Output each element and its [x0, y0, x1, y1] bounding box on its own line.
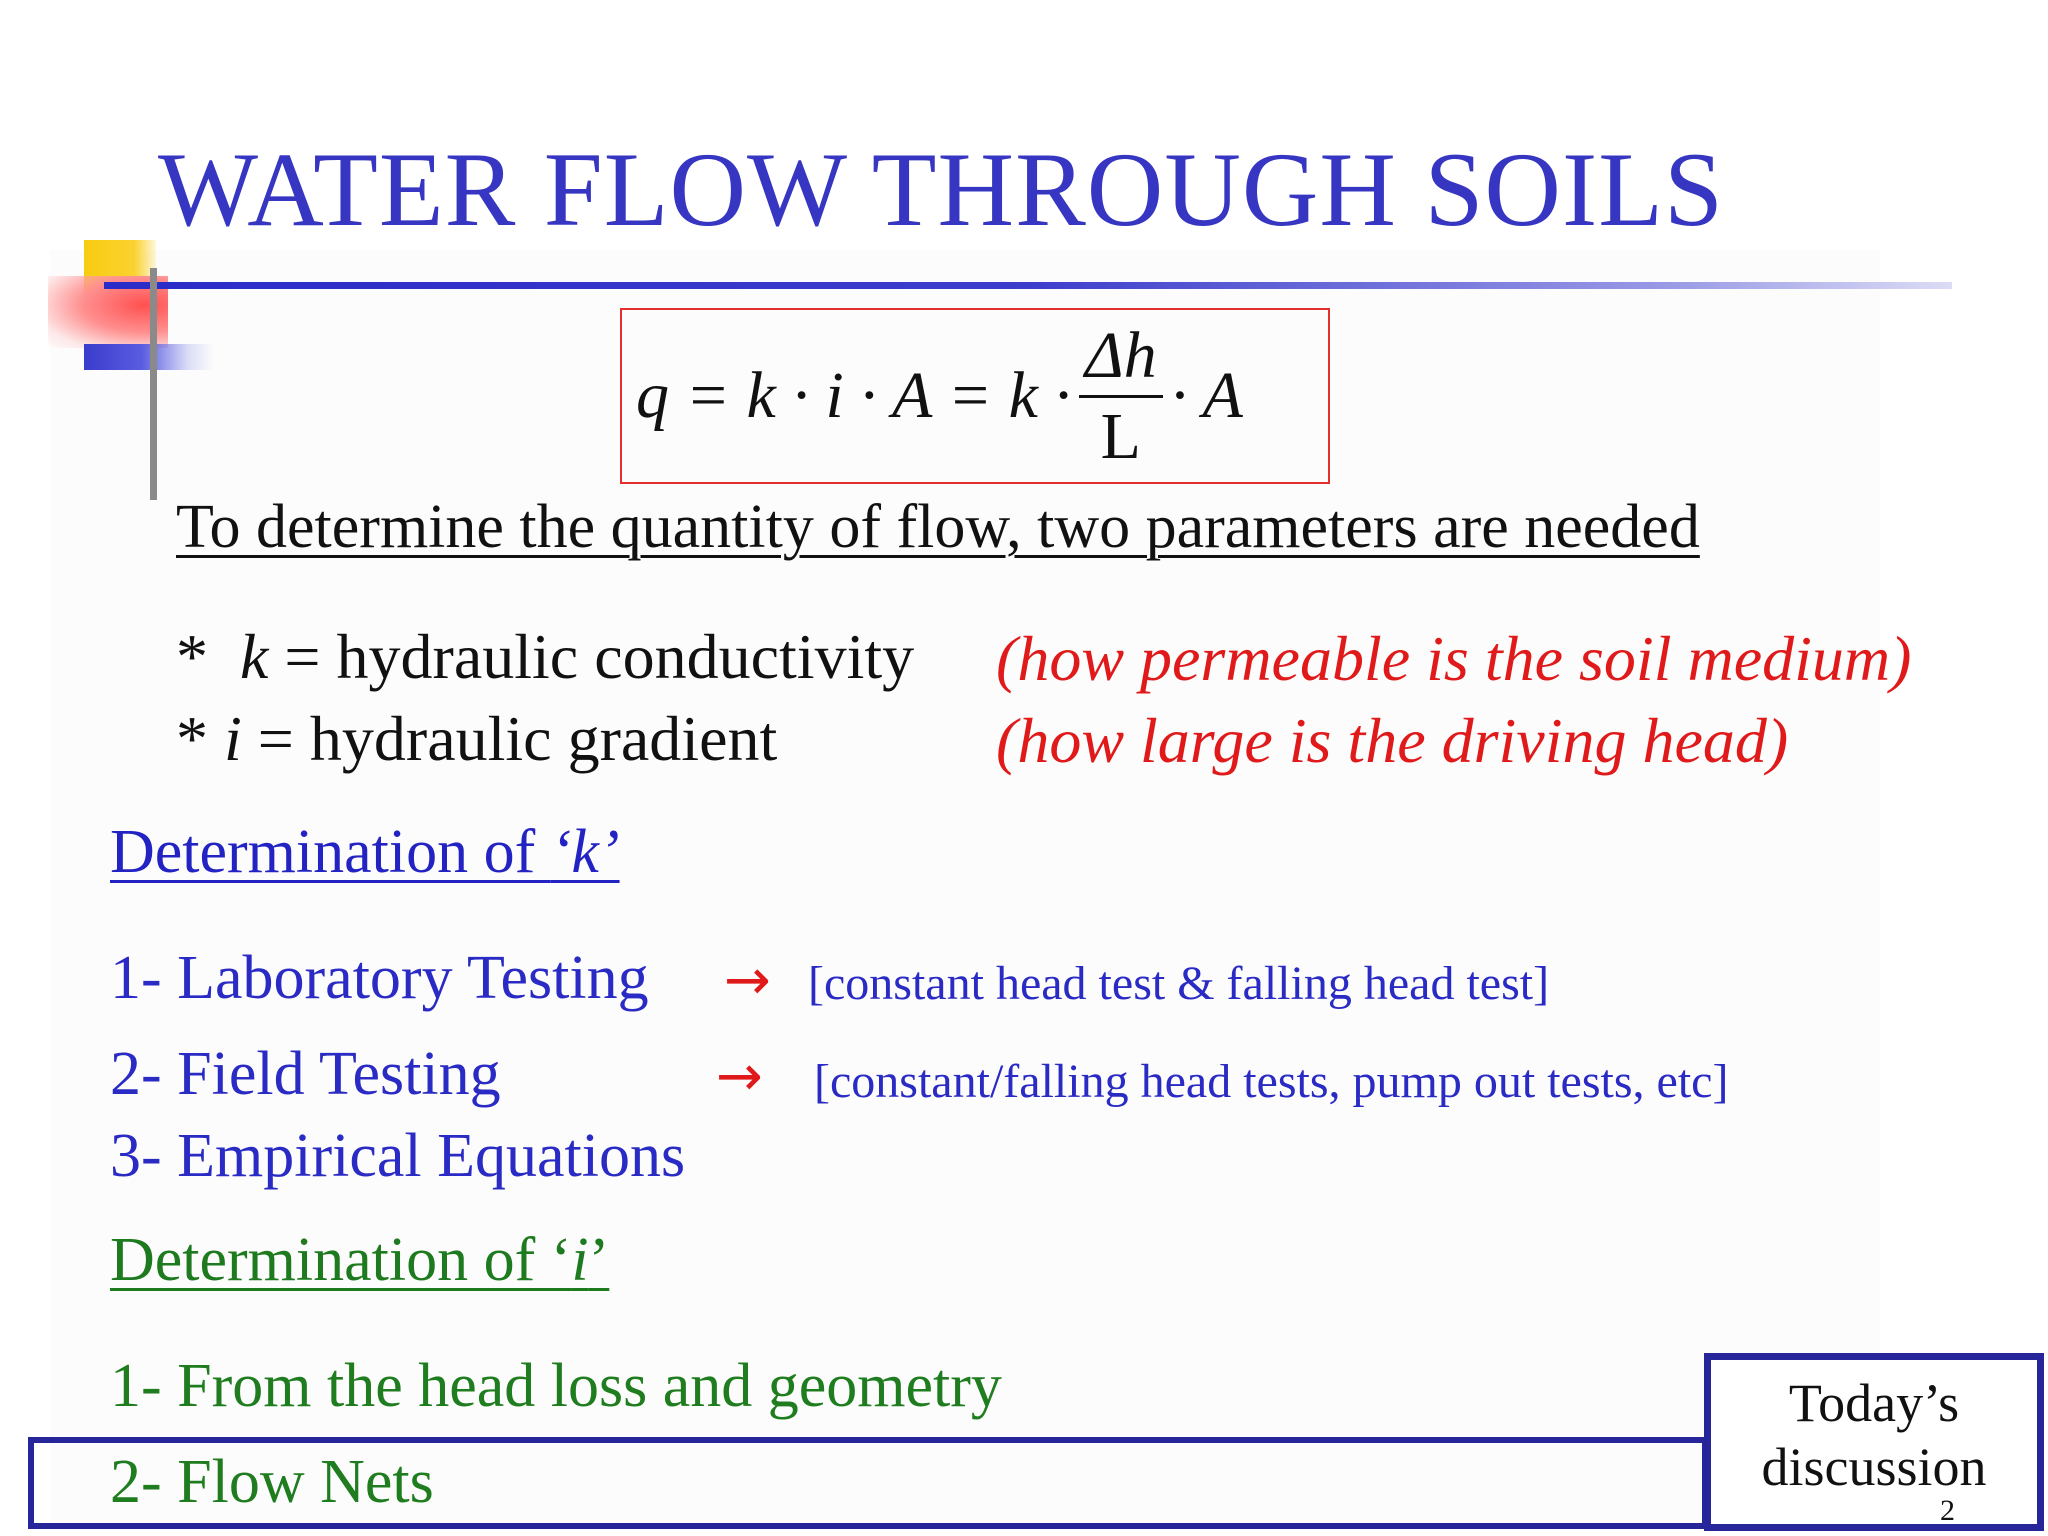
i-method-head-loss: 1- From the head loss and geometry	[110, 1352, 1002, 1420]
corner-ornament-blue	[84, 344, 214, 370]
page-number: 2	[1940, 1494, 1955, 1527]
title-rule	[104, 282, 1952, 289]
param-k-note: (how permeable is the soil medium)	[996, 623, 1912, 694]
section-i-heading	[110, 1226, 609, 1294]
equation-denominator: L	[1100, 399, 1141, 473]
section-i-suffix: ’	[588, 1226, 610, 1294]
arrow-right-icon: →	[724, 948, 771, 1013]
section-k-symbol: ‘k’	[550, 818, 620, 886]
section-k-prefix: Determination of	[110, 818, 551, 886]
flow-equation	[636, 310, 1243, 482]
k-method-field: 2- Field Testing	[110, 1040, 501, 1108]
param-i-symbol: i	[224, 703, 242, 774]
arrow-right-icon: →	[716, 1044, 763, 1109]
param-i	[176, 704, 777, 774]
k-method-empirical: 3- Empirical Equations	[110, 1122, 686, 1190]
k-method-lab: 1- Laboratory Testing	[110, 944, 649, 1012]
section-k-heading	[110, 818, 620, 886]
equation-box	[620, 308, 1330, 484]
section-i-symbol: i	[571, 1226, 589, 1294]
param-i-note: (how large is the driving head)	[996, 705, 1789, 776]
corner-ornament-line	[150, 268, 157, 500]
k-method-field-note: [constant/falling head tests, pump out tests, etc]	[814, 1055, 1729, 1108]
param-i-bullet: *	[176, 703, 208, 774]
slide-title: WATER FLOW THROUGH SOILS	[158, 131, 1724, 248]
equation-numerator: Δh	[1079, 323, 1163, 398]
param-i-text: = hydraulic gradient	[241, 703, 778, 774]
todays-discussion-callout	[1704, 1353, 2044, 1531]
param-k-text: = hydraulic conductivity	[268, 621, 915, 692]
param-k	[176, 622, 914, 692]
equation-tail: · A	[1170, 359, 1243, 432]
equation-fraction	[1079, 318, 1163, 473]
k-method-lab-note: [constant head test & falling head test]	[808, 957, 1550, 1010]
i-method-flow-nets: 2- Flow Nets	[110, 1448, 434, 1516]
intro-text: To determine the quantity of flow, two parameters are needed	[176, 493, 1700, 561]
param-k-symbol: k	[240, 621, 269, 692]
equation-lhs: q = k · i · A = k ·	[636, 359, 1071, 432]
section-i-prefix: Determination of ‘	[110, 1226, 572, 1294]
param-k-bullet: *	[176, 621, 208, 692]
callout-text: Today’s discussion	[1761, 1373, 1987, 1497]
